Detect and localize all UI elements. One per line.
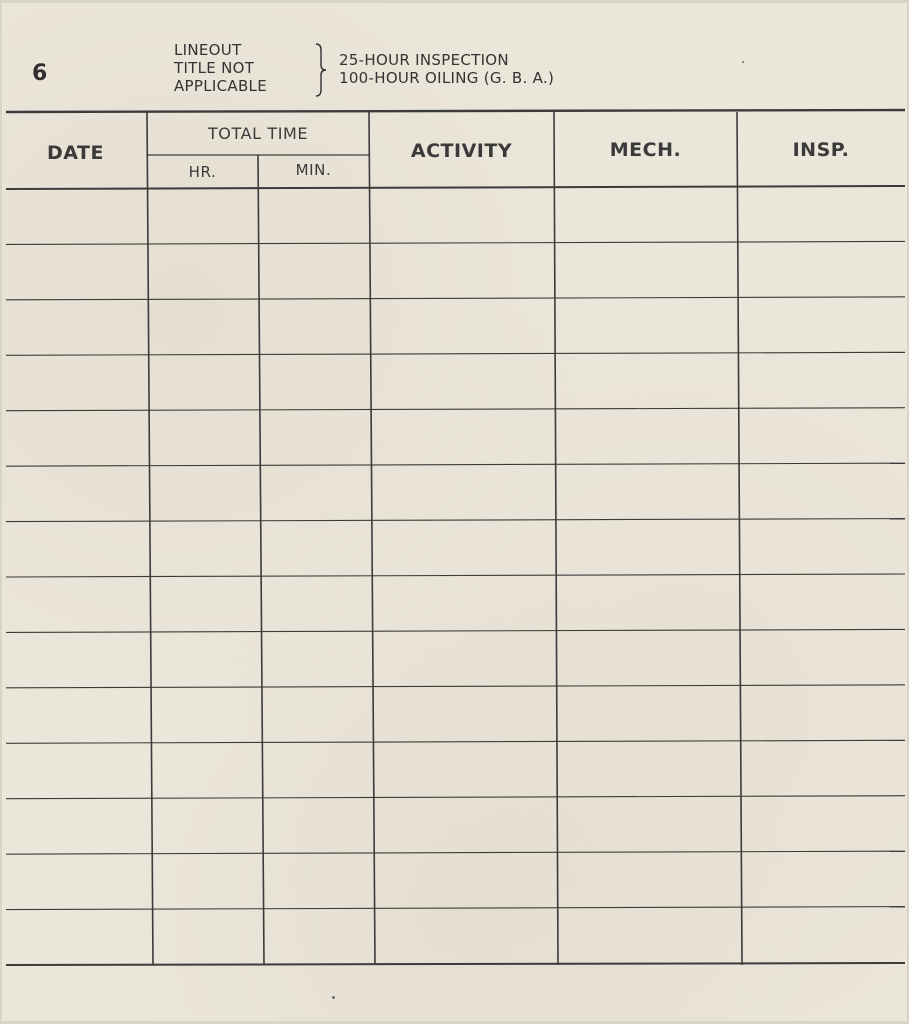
mech-column-rule [737, 112, 742, 965]
column-header-min: MIN. [295, 161, 332, 179]
logbook-page [2, 3, 907, 1021]
row-rule [6, 241, 905, 244]
row-rule [6, 907, 905, 910]
left-label-line-1: LINEOUT [174, 41, 242, 59]
row-rule [6, 574, 905, 577]
row-rule [6, 463, 905, 466]
row-rule [6, 685, 905, 688]
hr-column-rule [258, 155, 264, 965]
paper-speck [742, 61, 744, 63]
column-header-mech: MECH. [609, 139, 682, 161]
row-rule [6, 408, 905, 411]
column-header-total-time: TOTAL TIME [207, 124, 309, 143]
right-label-line-1: 25-HOUR INSPECTION [339, 51, 509, 69]
column-header-date: DATE [47, 142, 104, 164]
min-column-rule [369, 112, 375, 965]
row-rule [6, 629, 905, 632]
activity-column-rule [554, 112, 558, 965]
header-bottom-rule [6, 186, 905, 189]
page-number: 6 [32, 61, 48, 86]
table-top-rule [6, 110, 905, 112]
column-header-hr: HR. [188, 163, 217, 181]
right-label-line-2: 100-HOUR OILING (G. B. A.) [339, 69, 555, 87]
paper-speck [332, 996, 335, 999]
left-label-line-2: TITLE NOT [174, 59, 255, 77]
row-rule [6, 352, 905, 355]
row-rule [6, 297, 905, 300]
row-rule [6, 796, 905, 799]
table-bottom-rule [6, 963, 905, 965]
date-column-rule [147, 112, 153, 965]
row-rule [6, 519, 905, 522]
row-rule [6, 740, 905, 743]
column-header-insp: INSP. [792, 139, 850, 161]
row-rule [6, 851, 905, 854]
column-header-activity: ACTIVITY [410, 140, 513, 162]
left-label-line-3: APPLICABLE [174, 77, 267, 95]
